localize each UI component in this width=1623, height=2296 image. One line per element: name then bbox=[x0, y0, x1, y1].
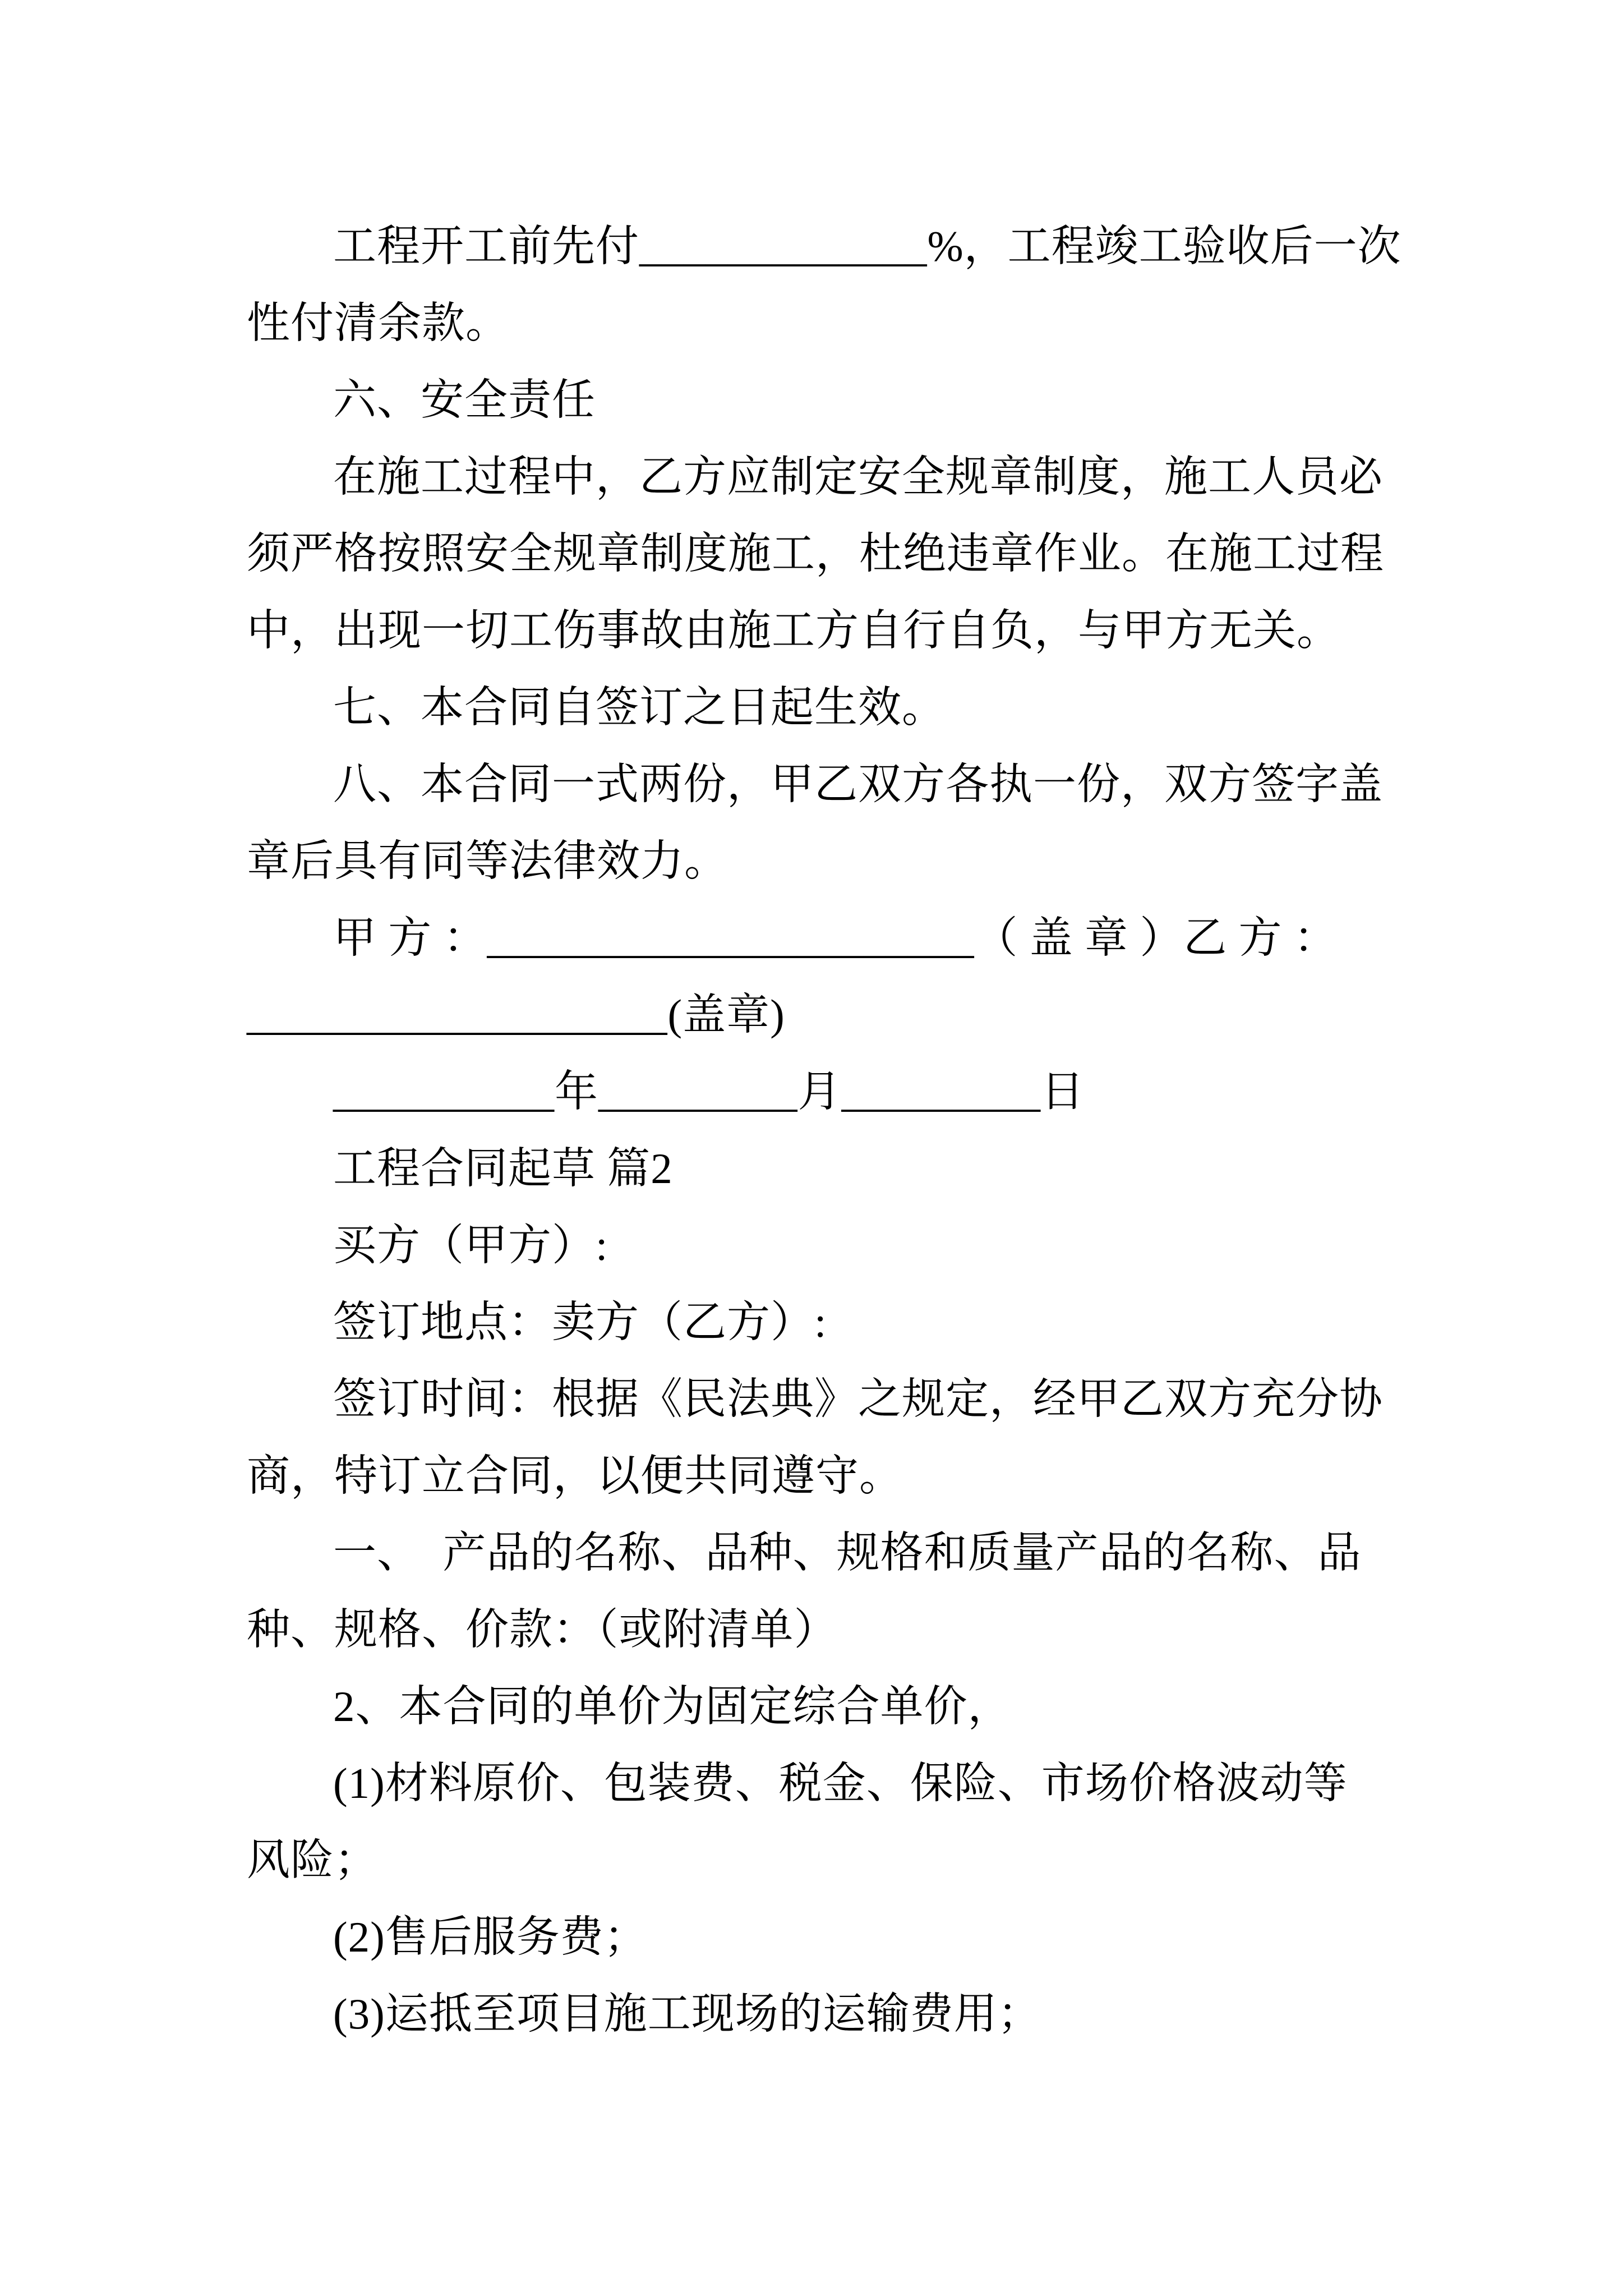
text-line: 中，出现一切工伤事故由施工方自行自负，与甲方无关。 bbox=[247, 606, 1340, 655]
text-line: ___________________(盖章) bbox=[247, 991, 785, 1039]
text-line: 六、安全责任 bbox=[333, 376, 596, 424]
text-line: 种、规格、价款：（或附清单） bbox=[247, 1605, 838, 1654]
text-line: (1)材料原价、包装费、税金、保险、市场价格波动等 bbox=[333, 1759, 1348, 1807]
text-line: 2、本合同的单价为固定综合单价， bbox=[333, 1682, 1012, 1731]
text-line: 在施工过程中，乙方应制定安全规章制度，施工人员必 bbox=[333, 453, 1383, 501]
text-line: 工程开工前先付_____________%，工程竣工验收后一次 bbox=[333, 222, 1401, 270]
text-line: 签订时间：根据《民法典》之规定，经甲乙双方充分协 bbox=[333, 1375, 1383, 1423]
text-line: 七、本合同自签订之日起生效。 bbox=[333, 683, 946, 731]
text-line: 商，特订立合同，以便共同遵守。 bbox=[247, 1452, 903, 1500]
text-line: 八、本合同一式两份，甲乙双方各执一份，双方签字盖 bbox=[333, 760, 1383, 808]
text-line: 一、 产品的名称、品种、规格和质量产品的名称、品 bbox=[333, 1529, 1362, 1577]
text-line: (2)售后服务费； bbox=[333, 1913, 648, 1961]
text-line: 性付清余款。 bbox=[247, 299, 509, 347]
text-line: 章后具有同等法律效力。 bbox=[247, 837, 728, 885]
text-line: 须严格按照安全规章制度施工，杜绝违章作业。在施工过程 bbox=[247, 530, 1384, 578]
document-text-block bbox=[247, 208, 1436, 2053]
text-line: 工程合同起草 篇2 bbox=[333, 1144, 673, 1193]
text-line: __________年_________月_________日 bbox=[333, 1068, 1085, 1116]
text-line: 甲 方 ：______________________（ 盖 章 ）乙 方 ： bbox=[333, 914, 1338, 962]
text-line: 签订地点：卖方（乙方）: bbox=[333, 1298, 827, 1346]
text-line: 风险； bbox=[247, 1836, 378, 1884]
text-line: 买方（甲方）: bbox=[333, 1221, 608, 1269]
text-line: (3)运抵至项目施工现场的运输费用； bbox=[333, 1990, 1041, 2038]
